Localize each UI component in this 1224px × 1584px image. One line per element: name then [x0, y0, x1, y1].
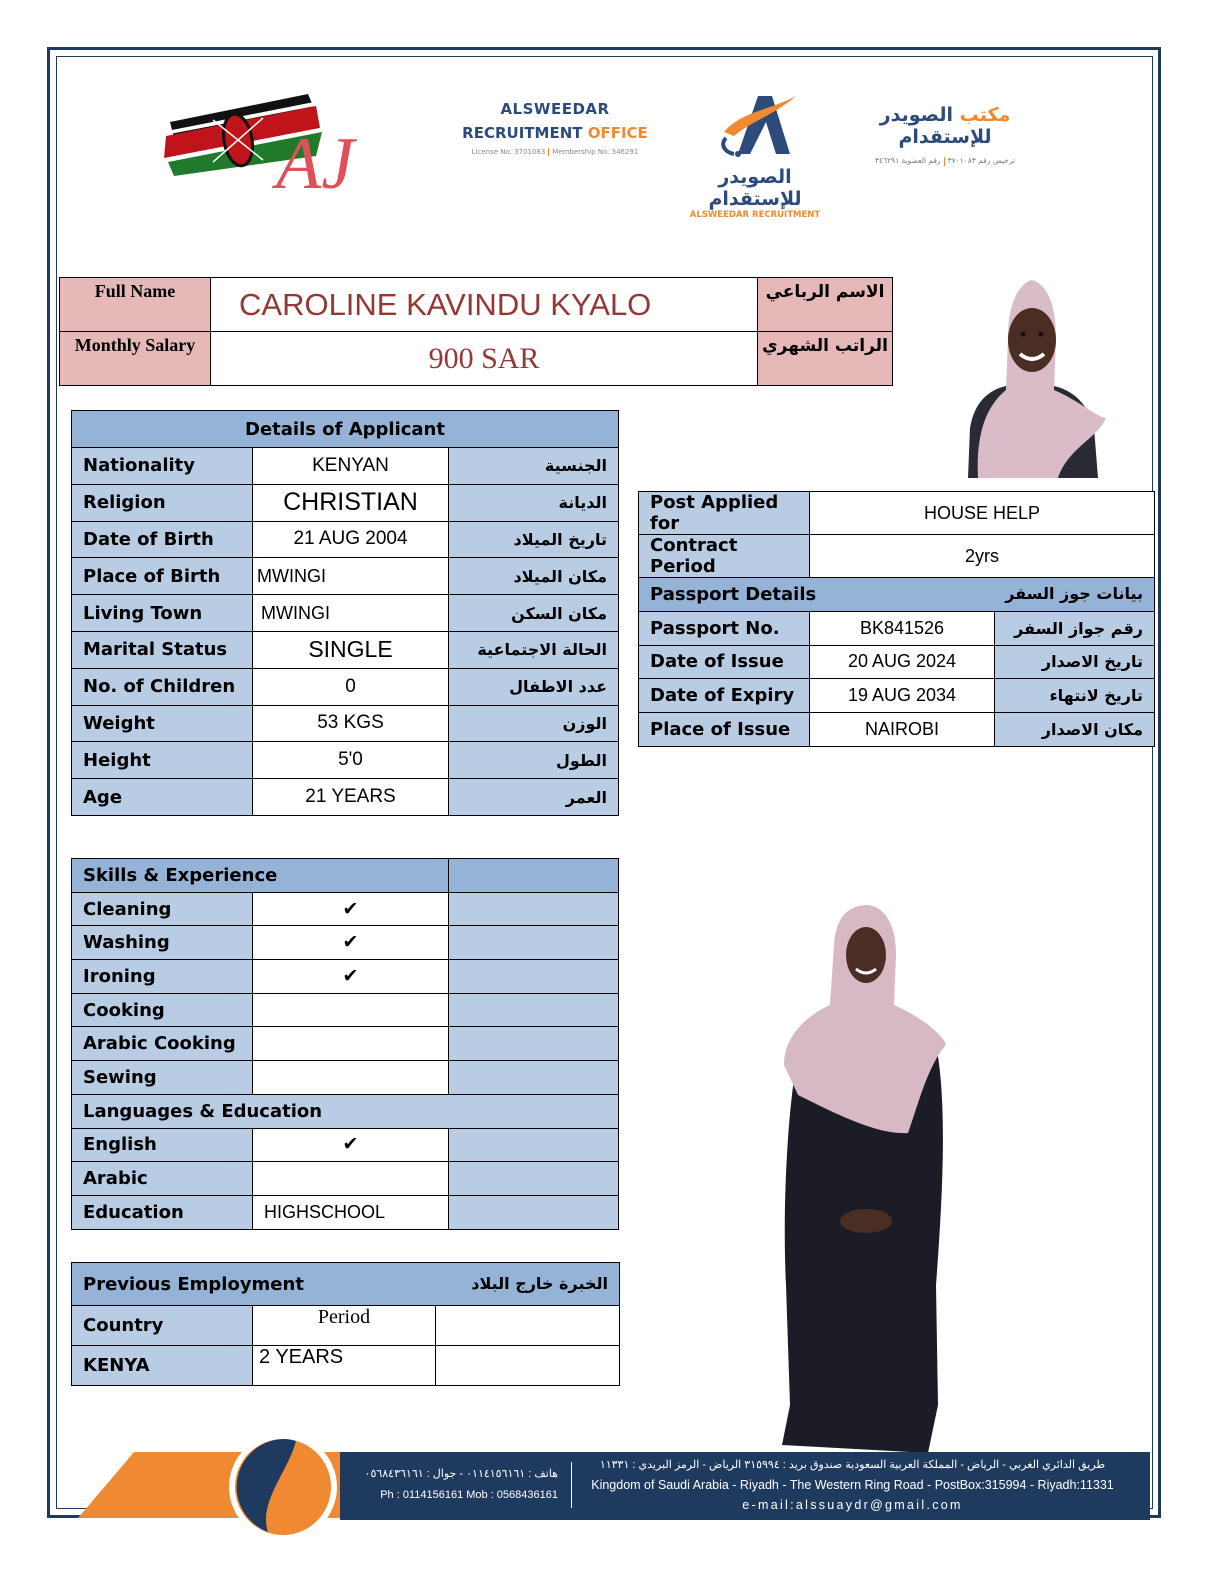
logo-right-license [845, 156, 1045, 166]
passport-label: Place of Issue [639, 713, 810, 747]
a-letter-icon [710, 92, 800, 160]
passport-title-ar: بيانات جوز السفر [1005, 583, 1143, 603]
skill-extra [449, 926, 619, 960]
passport-header-row [639, 578, 1155, 612]
applicant-full-body-photo [778, 905, 950, 1455]
license-number-ar: ترخيص رقم ٣٧٠١٠٨٣ [947, 156, 1016, 165]
footer-divider [571, 1462, 572, 1508]
skill-check-icon: ✔ [253, 892, 449, 926]
logo-alsweedar-ar: الصويدر للإستقدام [879, 104, 992, 148]
passport-label-ar: تاريخ الاصدار [995, 645, 1155, 679]
applicant-portrait-photo [948, 278, 1112, 478]
kenya-aj-logo [158, 88, 368, 206]
passport-label-ar: رقم جواز السفر [995, 611, 1155, 645]
previous-extra [436, 1306, 620, 1346]
details-row [72, 521, 619, 558]
passport-label-ar: تاريخ لانتهاء [995, 679, 1155, 713]
logo-line-2 [460, 124, 650, 142]
skill-label: Ironing [72, 960, 253, 994]
details-header-row [72, 411, 619, 448]
skills-title: Skills & Experience [72, 859, 449, 893]
language-extra [449, 1162, 619, 1196]
skill-row [72, 960, 619, 994]
skill-value [253, 1027, 449, 1061]
passport-header [639, 578, 1155, 612]
contract-value: 2yrs [810, 535, 1155, 578]
full-name-label-ar: الاسم الرباعي [758, 278, 893, 332]
details-row [72, 448, 619, 485]
alsweedar-en-logo [460, 100, 650, 156]
post-row [639, 492, 1155, 535]
details-label-ar: عدد الاطفال [449, 668, 619, 705]
footer-address-en: Kingdom of Saudi Arabia - Riyadh - The Western Ring Road - PostBox:315994 - Riyadh:11331 [591, 1478, 1114, 1492]
details-label-ar: الديانة [449, 484, 619, 521]
skill-check-icon: ✔ [253, 960, 449, 994]
previous-employment-table [71, 1262, 620, 1386]
details-label-ar: تاريخ الميلاد [449, 521, 619, 558]
skill-extra [449, 1027, 619, 1061]
skill-row [72, 1061, 619, 1095]
details-label: Age [72, 779, 253, 816]
passport-value: BK841526 [810, 611, 995, 645]
logo-license-line [460, 148, 650, 156]
period-label: Period [253, 1306, 436, 1346]
details-label-ar: مكان السكن [449, 595, 619, 632]
details-value: MWINGI [253, 595, 449, 632]
post-passport-table [638, 491, 1155, 747]
skill-label: Cleaning [72, 892, 253, 926]
passport-row [639, 713, 1155, 747]
footer-phone-ar: هاتف : ٠١١٤١٥٦١٦١ - جوال : ٠٥٦٨٤٣٦١٦١ [364, 1468, 558, 1480]
previous-title: Previous Employment [83, 1273, 304, 1295]
previous-row [72, 1346, 620, 1386]
passport-label: Passport No. [639, 611, 810, 645]
language-check-icon: ✔ [253, 1128, 449, 1162]
details-label: Place of Birth [72, 558, 253, 595]
skill-row [72, 926, 619, 960]
skills-header-row [72, 859, 619, 893]
details-label-ar: الجنسية [449, 448, 619, 485]
previous-title-ar: الخبرة خارج البلاد [471, 1273, 608, 1293]
passport-row [639, 611, 1155, 645]
details-label: Marital Status [72, 631, 253, 668]
language-label: English [72, 1128, 253, 1162]
footer-phone-en: Ph : 0114156161 Mob : 0568436161 [380, 1489, 558, 1501]
post-label: Post Applied for [639, 492, 810, 535]
contract-label: Contract Period [639, 535, 810, 578]
details-value: 5'0 [253, 742, 449, 779]
details-label: No. of Children [72, 668, 253, 705]
details-value: MWINGI [253, 558, 449, 595]
salary-value: 900 SAR [211, 332, 758, 386]
skills-table [71, 858, 619, 1230]
passport-title: Passport Details [650, 583, 817, 605]
salary-row [60, 332, 893, 386]
passport-row [639, 645, 1155, 679]
details-label-ar: الوزن [449, 705, 619, 742]
skill-extra [449, 993, 619, 1027]
language-value [253, 1162, 449, 1196]
details-label-ar: الطول [449, 742, 619, 779]
details-row [72, 631, 619, 668]
languages-title: Languages & Education [72, 1094, 619, 1128]
aj-monogram: AJ [276, 123, 355, 205]
passport-value: NAIROBI [810, 713, 995, 747]
details-row [72, 484, 619, 521]
logo-recruitment: RECRUITMENT [462, 124, 583, 142]
previous-header [72, 1263, 620, 1306]
skills-header-blank [449, 859, 619, 893]
passport-label-ar: مكان الاصدار [995, 713, 1155, 747]
previous-extra [436, 1346, 620, 1386]
details-row [72, 668, 619, 705]
details-row [72, 742, 619, 779]
education-extra [449, 1195, 619, 1229]
previous-columns-row [72, 1306, 620, 1346]
applicant-details-table [71, 410, 619, 816]
passport-value: 19 AUG 2034 [810, 679, 995, 713]
skill-value [253, 1061, 449, 1095]
logo-center-english: ALSWEEDAR RECRUITMENT [689, 210, 821, 220]
details-row [72, 705, 619, 742]
details-label: Weight [72, 705, 253, 742]
details-row [72, 779, 619, 816]
details-label: Height [72, 742, 253, 779]
details-title: Details of Applicant [72, 411, 619, 448]
skill-row [72, 1027, 619, 1061]
period-value: 2 YEARS [253, 1346, 436, 1386]
details-label: Nationality [72, 448, 253, 485]
footer-address [580, 1455, 1125, 1515]
details-value: 53 KGS [253, 705, 449, 742]
education-row [72, 1195, 619, 1229]
details-value: SINGLE [253, 631, 449, 668]
language-label: Arabic [72, 1162, 253, 1196]
footer-circle-logo [228, 1432, 338, 1542]
details-row [72, 558, 619, 595]
passport-value: 20 AUG 2024 [810, 645, 995, 679]
skill-extra [449, 1061, 619, 1095]
membership-number: Membership No. 346291 [552, 148, 639, 156]
skill-label: Washing [72, 926, 253, 960]
license-number: License No. 3701083 [471, 148, 546, 156]
footer-address-ar: طريق الدائري الغربي - الرياض - المملكة العربية السعودية صندوق بريد : ٣١٥٩٩٤ الرياض - الرمز البريدي : ١١٣٣١ [599, 1459, 1106, 1471]
country-value: KENYA [72, 1346, 253, 1386]
skill-label: Arabic Cooking [72, 1027, 253, 1061]
education-value: HIGHSCHOOL [253, 1195, 449, 1229]
skill-extra [449, 960, 619, 994]
skill-row [72, 892, 619, 926]
details-value: 0 [253, 668, 449, 705]
logo-line-1: ALSWEEDAR [500, 100, 610, 118]
full-name-value: CAROLINE KAVINDU KYALO [211, 278, 758, 332]
logo-maktab: مكتب [959, 104, 1011, 126]
languages-header-row [72, 1094, 619, 1128]
logo-center-arabic: الصويدر للإستقدام [708, 166, 802, 210]
details-value: 21 AUG 2004 [253, 521, 449, 558]
salary-label: Monthly Salary [60, 332, 211, 386]
details-label: Religion [72, 484, 253, 521]
education-label: Education [72, 1195, 253, 1229]
salary-label-ar: الراتب الشهري [758, 332, 893, 386]
skill-extra [449, 892, 619, 926]
skill-row [72, 993, 619, 1027]
language-extra [449, 1128, 619, 1162]
skill-value [253, 993, 449, 1027]
details-row [72, 595, 619, 632]
language-row [72, 1162, 619, 1196]
details-label: Date of Birth [72, 521, 253, 558]
footer-email: e-mail:alssuaydr@gmail.com [742, 1498, 963, 1512]
previous-header-row [72, 1263, 620, 1306]
details-label: Living Town [72, 595, 253, 632]
logo-office: OFFICE [587, 124, 648, 142]
passport-row [639, 679, 1155, 713]
contract-row [639, 535, 1155, 578]
skill-label: Sewing [72, 1061, 253, 1095]
full-name-label: Full Name [60, 278, 211, 332]
country-label: Country [72, 1306, 253, 1346]
name-salary-table [59, 277, 893, 386]
details-label-ar: الحالة الاجتماعية [449, 631, 619, 668]
alsweedar-a-logo [685, 92, 825, 220]
details-value: 21 YEARS [253, 779, 449, 816]
details-value: KENYAN [253, 448, 449, 485]
language-row [72, 1128, 619, 1162]
footer-phone [360, 1464, 558, 1506]
membership-number-ar: رقم العضوية ٣٤٦٢٩١ [874, 156, 941, 165]
passport-label: Date of Issue [639, 645, 810, 679]
details-value: CHRISTIAN [253, 484, 449, 521]
alsweedar-ar-logo [845, 104, 1045, 166]
full-name-row [60, 278, 893, 332]
skill-label: Cooking [72, 993, 253, 1027]
skill-check-icon: ✔ [253, 926, 449, 960]
logo-right-arabic [845, 104, 1045, 148]
details-label-ar: العمر [449, 779, 619, 816]
post-value: HOUSE HELP [810, 492, 1155, 535]
passport-label: Date of Expiry [639, 679, 810, 713]
details-label-ar: مكان الميلاد [449, 558, 619, 595]
